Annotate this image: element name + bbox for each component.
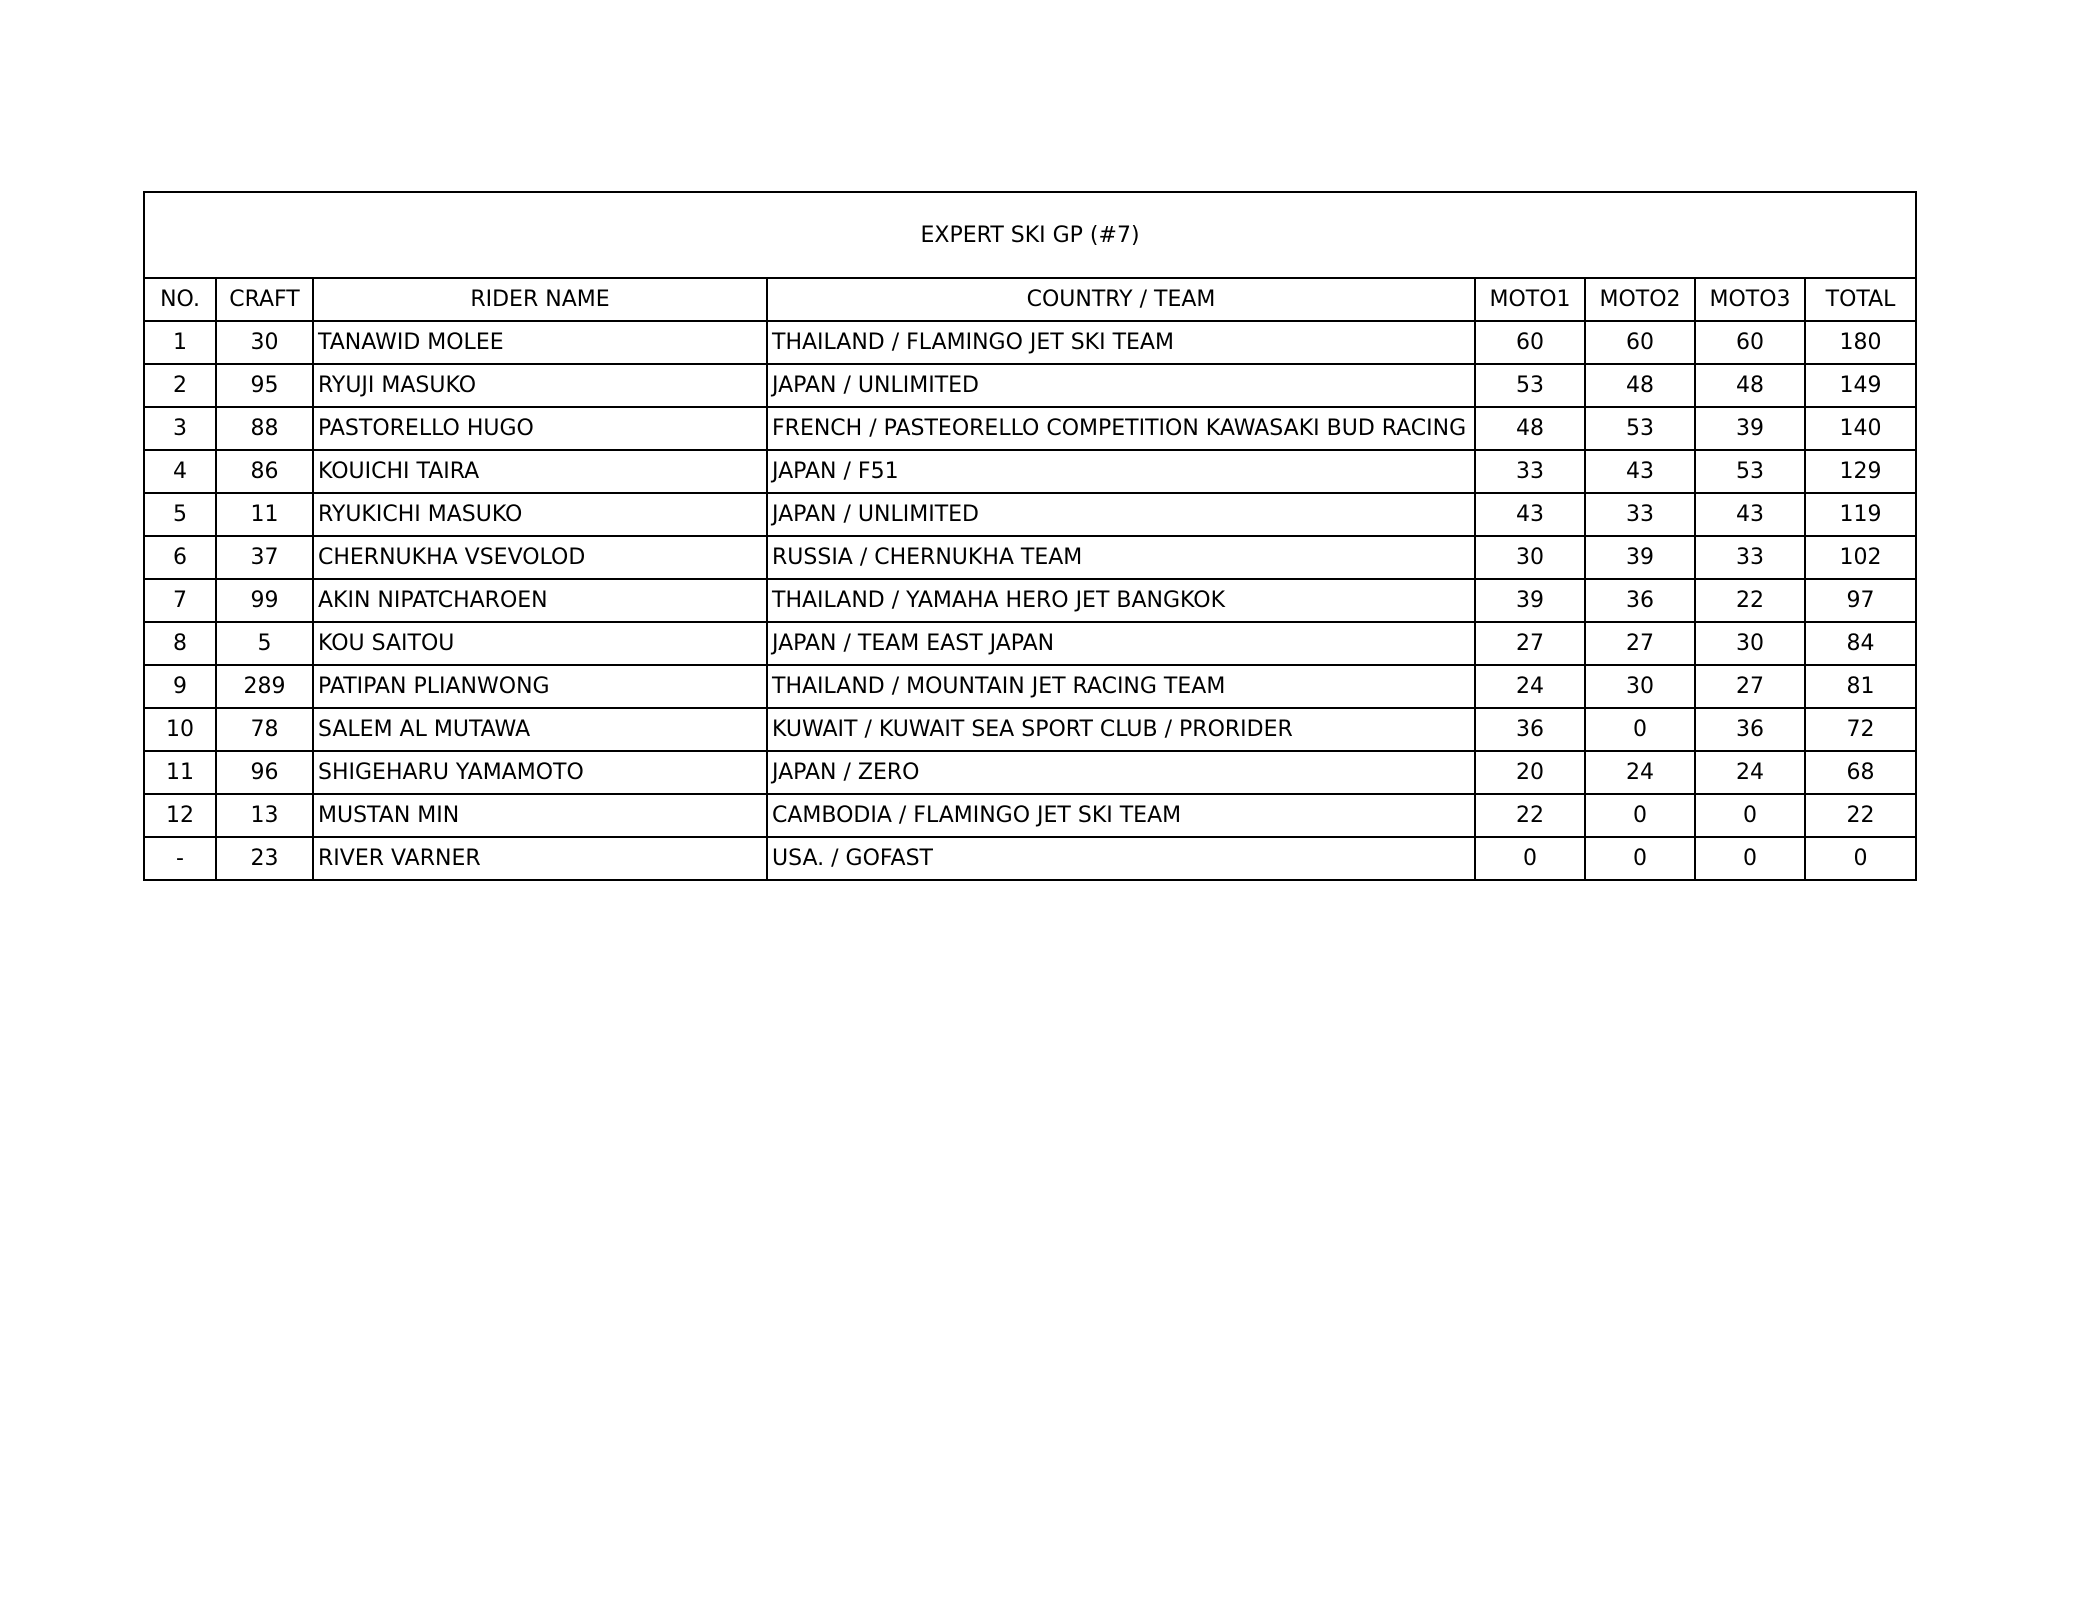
cell-moto2: 27 [1585, 622, 1695, 665]
header-moto1: MOTO1 [1475, 278, 1585, 321]
cell-total: 84 [1805, 622, 1916, 665]
cell-country-team: THAILAND / YAMAHA HERO JET BANGKOK [767, 579, 1475, 622]
cell-moto3: 0 [1695, 837, 1805, 880]
cell-total: 97 [1805, 579, 1916, 622]
cell-moto1: 48 [1475, 407, 1585, 450]
table-row [144, 536, 1916, 579]
cell-rider-name: PATIPAN PLIANWONG [313, 665, 767, 708]
cell-total: 119 [1805, 493, 1916, 536]
cell-no: 3 [144, 407, 216, 450]
cell-country-team: JAPAN / UNLIMITED [767, 493, 1475, 536]
cell-country-team: RUSSIA / CHERNUKHA TEAM [767, 536, 1475, 579]
cell-no: 5 [144, 493, 216, 536]
table-row [144, 665, 1916, 708]
cell-craft: 23 [216, 837, 313, 880]
cell-total: 180 [1805, 321, 1916, 364]
cell-total: 129 [1805, 450, 1916, 493]
cell-total: 140 [1805, 407, 1916, 450]
cell-country-team: CAMBODIA / FLAMINGO JET SKI TEAM [767, 794, 1475, 837]
cell-rider-name: RYUKICHI MASUKO [313, 493, 767, 536]
cell-no: 7 [144, 579, 216, 622]
cell-rider-name: RIVER VARNER [313, 837, 767, 880]
cell-moto2: 53 [1585, 407, 1695, 450]
cell-craft: 88 [216, 407, 313, 450]
cell-moto2: 33 [1585, 493, 1695, 536]
table-row [144, 450, 1916, 493]
cell-moto3: 30 [1695, 622, 1805, 665]
cell-moto2: 0 [1585, 794, 1695, 837]
table-row [144, 321, 1916, 364]
cell-moto2: 43 [1585, 450, 1695, 493]
header-craft: CRAFT [216, 278, 313, 321]
cell-rider-name: TANAWID MOLEE [313, 321, 767, 364]
cell-moto1: 33 [1475, 450, 1585, 493]
cell-moto2: 30 [1585, 665, 1695, 708]
cell-moto1: 53 [1475, 364, 1585, 407]
table-row [144, 794, 1916, 837]
cell-moto3: 27 [1695, 665, 1805, 708]
cell-craft: 289 [216, 665, 313, 708]
table-row [144, 493, 1916, 536]
cell-moto1: 0 [1475, 837, 1585, 880]
cell-rider-name: KOUICHI TAIRA [313, 450, 767, 493]
cell-moto3: 22 [1695, 579, 1805, 622]
cell-country-team: THAILAND / MOUNTAIN JET RACING TEAM [767, 665, 1475, 708]
cell-moto3: 60 [1695, 321, 1805, 364]
cell-no: 2 [144, 364, 216, 407]
cell-moto1: 22 [1475, 794, 1585, 837]
cell-moto1: 36 [1475, 708, 1585, 751]
cell-moto1: 43 [1475, 493, 1585, 536]
cell-total: 102 [1805, 536, 1916, 579]
cell-total: 72 [1805, 708, 1916, 751]
cell-moto1: 27 [1475, 622, 1585, 665]
cell-moto2: 0 [1585, 708, 1695, 751]
cell-moto3: 33 [1695, 536, 1805, 579]
cell-country-team: JAPAN / TEAM EAST JAPAN [767, 622, 1475, 665]
table-row [144, 407, 1916, 450]
table-row [144, 837, 1916, 880]
cell-moto2: 36 [1585, 579, 1695, 622]
cell-total: 0 [1805, 837, 1916, 880]
cell-moto1: 39 [1475, 579, 1585, 622]
cell-no: 11 [144, 751, 216, 794]
header-country-team: COUNTRY / TEAM [767, 278, 1475, 321]
cell-no: 6 [144, 536, 216, 579]
table-row [144, 364, 1916, 407]
cell-craft: 37 [216, 536, 313, 579]
cell-moto3: 43 [1695, 493, 1805, 536]
cell-craft: 99 [216, 579, 313, 622]
cell-moto2: 24 [1585, 751, 1695, 794]
cell-rider-name: MUSTAN MIN [313, 794, 767, 837]
cell-no: 9 [144, 665, 216, 708]
cell-moto2: 0 [1585, 837, 1695, 880]
cell-country-team: JAPAN / UNLIMITED [767, 364, 1475, 407]
cell-rider-name: KOU SAITOU [313, 622, 767, 665]
table-row [144, 751, 1916, 794]
header-rider-name: RIDER NAME [313, 278, 767, 321]
cell-no: 1 [144, 321, 216, 364]
results-table [143, 191, 1917, 881]
cell-total: 68 [1805, 751, 1916, 794]
cell-moto3: 53 [1695, 450, 1805, 493]
table-row [144, 579, 1916, 622]
cell-moto3: 24 [1695, 751, 1805, 794]
cell-no: 10 [144, 708, 216, 751]
cell-craft: 96 [216, 751, 313, 794]
cell-craft: 13 [216, 794, 313, 837]
cell-rider-name: RYUJI MASUKO [313, 364, 767, 407]
table-row [144, 708, 1916, 751]
cell-moto2: 60 [1585, 321, 1695, 364]
header-total: TOTAL [1805, 278, 1916, 321]
results-sheet [143, 191, 1915, 881]
cell-rider-name: CHERNUKHA VSEVOLOD [313, 536, 767, 579]
cell-moto3: 39 [1695, 407, 1805, 450]
cell-rider-name: PASTORELLO HUGO [313, 407, 767, 450]
title-row [144, 192, 1916, 278]
cell-craft: 95 [216, 364, 313, 407]
table-row [144, 622, 1916, 665]
header-moto2: MOTO2 [1585, 278, 1695, 321]
cell-no: 4 [144, 450, 216, 493]
cell-country-team: FRENCH / PASTEORELLO COMPETITION KAWASAKI BUD RACING [767, 407, 1475, 450]
cell-country-team: JAPAN / ZERO [767, 751, 1475, 794]
cell-moto1: 60 [1475, 321, 1585, 364]
cell-country-team: THAILAND / FLAMINGO JET SKI TEAM [767, 321, 1475, 364]
cell-total: 149 [1805, 364, 1916, 407]
cell-total: 22 [1805, 794, 1916, 837]
cell-no: 12 [144, 794, 216, 837]
cell-craft: 86 [216, 450, 313, 493]
cell-country-team: USA. / GOFAST [767, 837, 1475, 880]
cell-craft: 30 [216, 321, 313, 364]
cell-no: 8 [144, 622, 216, 665]
cell-country-team: JAPAN / F51 [767, 450, 1475, 493]
header-moto3: MOTO3 [1695, 278, 1805, 321]
cell-moto1: 24 [1475, 665, 1585, 708]
cell-no: - [144, 837, 216, 880]
cell-country-team: KUWAIT / KUWAIT SEA SPORT CLUB / PRORIDER [767, 708, 1475, 751]
cell-rider-name: SHIGEHARU YAMAMOTO [313, 751, 767, 794]
cell-rider-name: SALEM AL MUTAWA [313, 708, 767, 751]
table-title: EXPERT SKI GP (#7) [144, 192, 1916, 278]
header-row [144, 278, 1916, 321]
cell-moto3: 0 [1695, 794, 1805, 837]
cell-moto3: 36 [1695, 708, 1805, 751]
cell-total: 81 [1805, 665, 1916, 708]
cell-moto2: 48 [1585, 364, 1695, 407]
cell-moto1: 20 [1475, 751, 1585, 794]
cell-rider-name: AKIN NIPATCHAROEN [313, 579, 767, 622]
cell-moto3: 48 [1695, 364, 1805, 407]
cell-moto2: 39 [1585, 536, 1695, 579]
cell-moto1: 30 [1475, 536, 1585, 579]
header-no: NO. [144, 278, 216, 321]
cell-craft: 5 [216, 622, 313, 665]
cell-craft: 78 [216, 708, 313, 751]
cell-craft: 11 [216, 493, 313, 536]
